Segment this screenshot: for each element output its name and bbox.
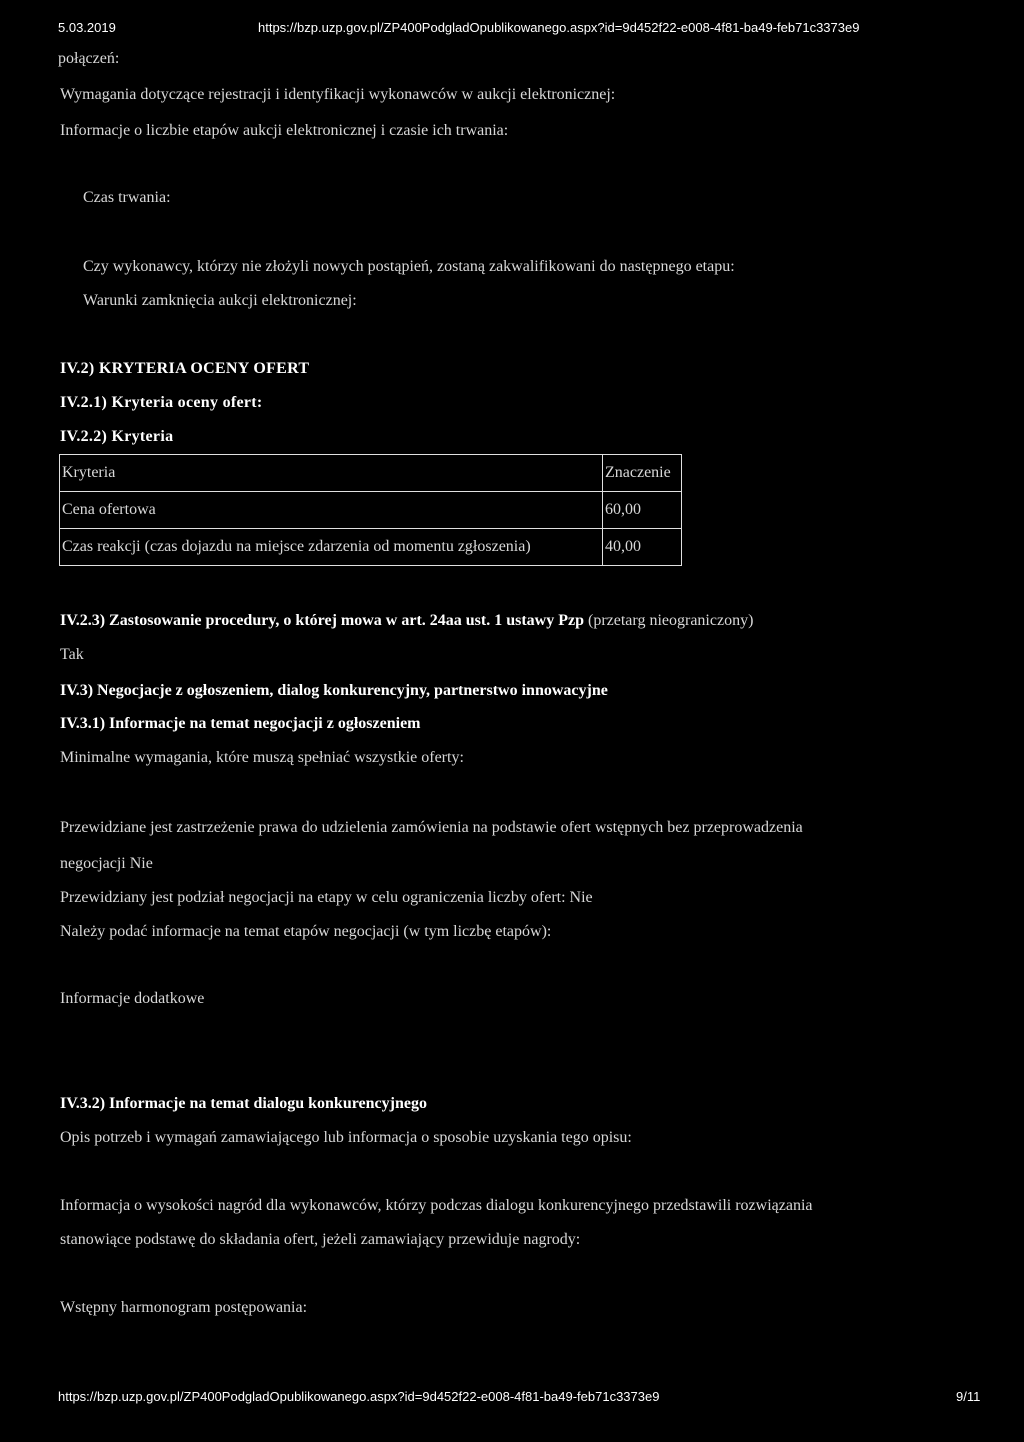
text-informacje-etapy: Informacje o liczbie etapów aukcji elektronicznej i czasie ich trwania:: [60, 122, 509, 139]
table-row: [60, 529, 682, 566]
text-tak: Tak: [60, 646, 84, 663]
text-czy-wykonawcy: Czy wykonawcy, którzy nie złożyli nowych postąpień, zostaną zakwalifikowani do następnego etapu:: [83, 258, 735, 275]
table-cell-criterion: Czas reakcji (czas dojazdu na miejsce zdarzenia od momentu zgłoszenia): [60, 529, 603, 566]
table-cell-criterion: Cena ofertowa: [60, 492, 603, 529]
section-iv22-heading: IV.2.2) Kryteria: [60, 428, 174, 445]
text-przewidziane-zastrzezenie: Przewidziane jest zastrzeżenie prawa do udzielenia zamówienia na podstawie ofert wstępnych bez przeprowadzenia: [60, 819, 803, 836]
text-minimalne-wymagania: Minimalne wymagania, które muszą spełniać wszystkie oferty:: [60, 749, 464, 766]
section-iv23-heading: IV.2.3) Zastosowanie procedury, o której mowa w art. 24aa ust. 1 ustawy Pzp: [60, 612, 584, 629]
text-przewidziany-podzial: Przewidziany jest podział negocjacji na etapy w celu ograniczenia liczby ofert: Nie: [60, 889, 593, 906]
section-iv2-heading: IV.2) KRYTERIA OCENY OFERT: [60, 360, 310, 377]
footer-url: https://bzp.uzp.gov.pl/ZP400PodgladOpublikowanego.aspx?id=9d452f22-e008-4f81-ba49-feb71c3373e9: [58, 1389, 660, 1404]
print-date: 5.03.2019: [58, 20, 116, 35]
section-iv32-heading: IV.3.2) Informacje na temat dialogu konkurencyjnego: [60, 1095, 427, 1112]
table-header-kryteria: Kryteria: [60, 455, 603, 492]
table-header-znaczenie: Znaczenie: [603, 455, 682, 492]
criteria-table: [59, 454, 682, 566]
text-informacja-nagrody-cont: stanowiące podstawę do składania ofert, jeżeli zamawiający przewiduje nagrody:: [60, 1231, 581, 1248]
text-czas-trwania: Czas trwania:: [83, 189, 171, 206]
text-opis-potrzeb: Opis potrzeb i wymagań zamawiającego lub informacja o sposobie uzyskania tego opisu:: [60, 1129, 632, 1146]
text-warunki-zamkniecia: Warunki zamknięcia aukcji elektronicznej:: [83, 292, 357, 309]
text-informacje-dodatkowe: Informacje dodatkowe: [60, 990, 205, 1007]
text-polaczen: połączeń:: [58, 50, 120, 67]
section-iv21-heading: IV.2.1) Kryteria oceny ofert:: [60, 394, 263, 411]
header-url: https://bzp.uzp.gov.pl/ZP400PodgladOpublikowanego.aspx?id=9d452f22-e008-4f81-ba49-feb71c3373e9: [258, 20, 860, 35]
table-header-row: [60, 455, 682, 492]
text-nalezy-podac: Należy podać informacje na temat etapów negocjacji (w tym liczbę etapów):: [60, 923, 552, 940]
page-number: 9/11: [956, 1389, 981, 1404]
text-wymagania-rejestracji: Wymagania dotyczące rejestracji i identyfikacji wykonawców w aukcji elektronicznej:: [60, 86, 616, 103]
section-iv23-note: (przetarg nieograniczony): [584, 612, 754, 629]
section-iv3-heading: IV.3) Negocjacje z ogłoszeniem, dialog konkurencyjny, partnerstwo innowacyjne: [60, 682, 608, 699]
text-harmonogram: Wstępny harmonogram postępowania:: [60, 1299, 308, 1316]
section-iv31-heading: IV.3.1) Informacje na temat negocjacji z ogłoszeniem: [60, 715, 421, 732]
table-row: [60, 492, 682, 529]
text-przewidziane-zastrzezenie-cont: negocjacji Nie: [60, 855, 153, 872]
table-cell-weight: 40,00: [603, 529, 682, 566]
table-cell-weight: 60,00: [603, 492, 682, 529]
section-iv23: [60, 612, 753, 630]
text-informacja-nagrody: Informacja o wysokości nagród dla wykonawców, którzy podczas dialogu konkurencyjnego przedstawili rozwiązania: [60, 1197, 813, 1214]
